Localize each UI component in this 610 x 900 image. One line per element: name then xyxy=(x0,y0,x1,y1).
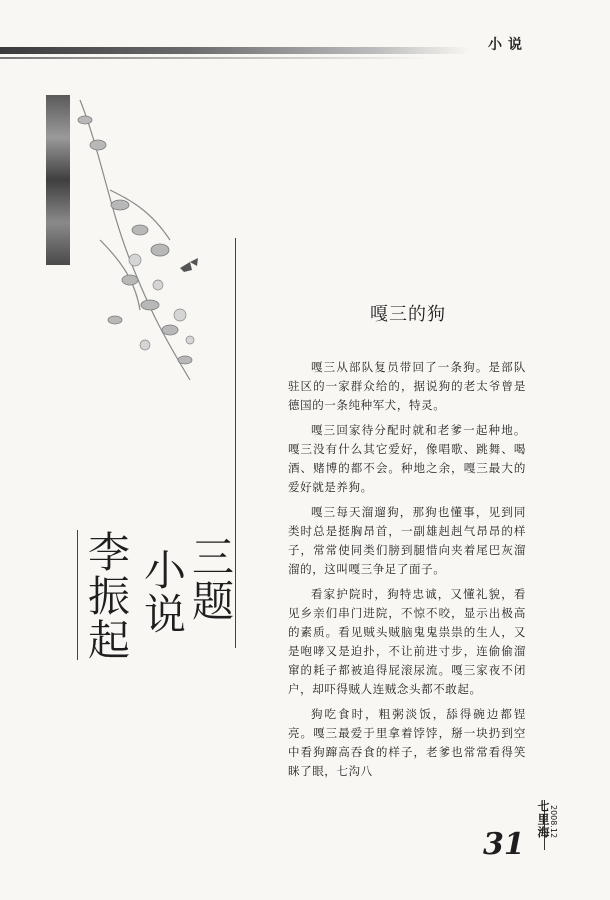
story-title: 嘎三的狗 xyxy=(370,304,446,325)
story-body xyxy=(288,358,526,787)
story-paragraph: 看家护院时，狗特忠诚，又懂礼貌，看见乡亲们串门进院，不惊不咬，显示出极高的素质。看见贼头贼脑鬼鬼祟祟的生人，又是咆哮又是迫扑，不让前进寸步，连偷偷溜窜的耗子都被追得屁滚尿流。嘎三家夜不闭户，却吓得贼人连贼念头都不敢起。 xyxy=(288,587,526,696)
header-band-line xyxy=(0,57,430,59)
magazine-name: 七里海 xyxy=(536,800,550,839)
story-paragraph: 嘎三回家待分配时就和老爹一起种地。嘎三没有什么其它爱好，像唱歌、跳舞、喝酒、赌博的都不会。种地之余，嘎三最大的爱好就是养狗。 xyxy=(288,423,526,494)
page-number: 31 xyxy=(483,827,525,862)
vertical-rule xyxy=(235,238,236,648)
magazine-issue: 2008.12 xyxy=(549,805,558,839)
story-paragraph: 狗吃食时，粗粥淡饭，舔得碗边都锃亮。嘎三最爱于里拿着饽饽，掰一块扔到空中看狗蹿高吞食的样子，老爹也常常看得笑眯了眼，七沟八 xyxy=(288,707,526,778)
floral-illustration xyxy=(40,90,210,390)
vertical-rule-author xyxy=(77,530,78,660)
header-band xyxy=(0,47,470,54)
series-title: 三题 xyxy=(186,535,235,623)
section-label: 小说 xyxy=(488,37,528,53)
author-name: 李振起 xyxy=(82,530,131,662)
story-paragraph: 嘎三从部队复员带回了一条狗。是部队驻区的一家群众给的，据说狗的老太爷曾是德国的一条纯种军犬，特灵。 xyxy=(288,360,526,412)
series-subtitle: 小说 xyxy=(138,548,187,636)
story-paragraph: 嘎三每天溜遛狗，那狗也懂事，见到同类时总是挺胸昂首，一副雄赳赳气昂昂的样子，常常使同类们膀到腿惜向夹着尾巴灰溜溜的，这叫嘎三争足了面子。 xyxy=(288,505,526,576)
